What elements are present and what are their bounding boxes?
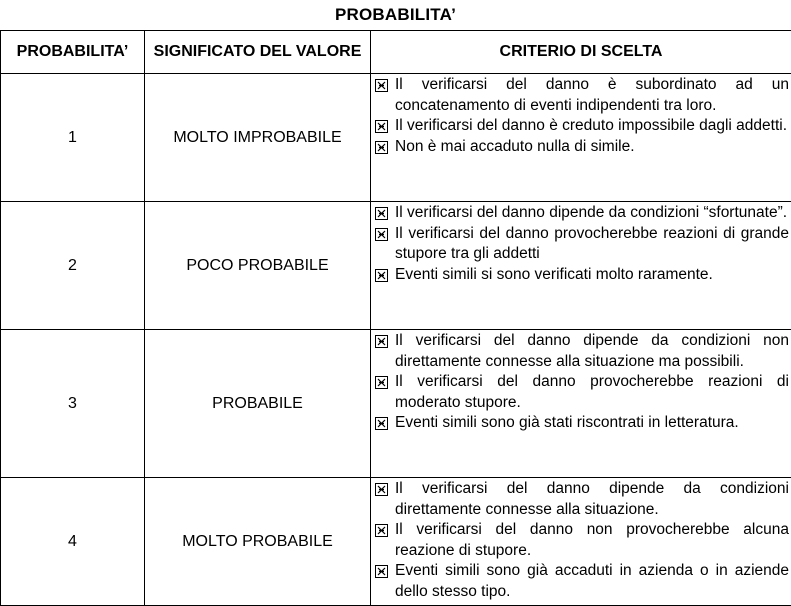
checkbox-cross-icon <box>375 120 388 133</box>
criteria-item <box>375 203 789 224</box>
criteria-text: Il verificarsi del danno non provocherebbe alcuna reazione di stupore. <box>395 521 789 559</box>
probability-value: 4 <box>1 478 145 606</box>
checkbox-cross-icon <box>375 483 388 496</box>
criteria-item <box>375 520 789 561</box>
checkbox-cross-icon <box>375 565 388 578</box>
probability-meaning: MOLTO PROBABILE <box>145 478 371 606</box>
criteria-item <box>375 331 789 372</box>
probability-value: 2 <box>1 202 145 330</box>
checkbox-cross-icon <box>375 269 388 282</box>
criteria-item <box>375 116 789 137</box>
criteria-item <box>375 137 789 158</box>
probability-meaning: PROBABILE <box>145 330 371 478</box>
criteria-item <box>375 561 789 602</box>
checkbox-cross-icon <box>375 207 388 220</box>
checkbox-cross-icon <box>375 335 388 348</box>
criteria-cell <box>371 478 791 606</box>
criteria-item <box>375 413 789 434</box>
criteria-text: Eventi simili sono già accaduti in azienda o in aziende dello stesso tipo. <box>395 562 789 600</box>
probability-meaning: POCO PROBABILE <box>145 202 371 330</box>
criteria-cell <box>371 330 791 478</box>
criteria-cell <box>371 202 791 330</box>
criteria-text: Il verificarsi del danno provocherebbe reazioni di moderato stupore. <box>395 373 789 411</box>
criteria-item <box>375 479 789 520</box>
checkbox-cross-icon <box>375 417 388 430</box>
checkbox-cross-icon <box>375 141 388 154</box>
criteria-text: Il verificarsi del danno è creduto impossibile dagli addetti. <box>395 117 787 134</box>
criteria-item <box>375 224 789 265</box>
table-header-row <box>1 31 791 74</box>
criteria-text: Il verificarsi del danno dipende da condizioni non direttamente connesse alla situazione ma possibili. <box>395 332 789 370</box>
header-criteria: CRITERIO DI SCELTA <box>371 31 791 74</box>
header-meaning: SIGNIFICATO DEL VALORE <box>145 31 371 74</box>
criteria-item <box>375 265 789 286</box>
table-row <box>1 202 791 330</box>
checkbox-cross-icon <box>375 228 388 241</box>
probability-table <box>0 30 791 606</box>
criteria-item <box>375 372 789 413</box>
table-row <box>1 478 791 606</box>
page-title: PROBABILITA’ <box>0 0 791 30</box>
criteria-text: Non è mai accaduto nulla di simile. <box>395 138 635 155</box>
criteria-text: Il verificarsi del danno dipende da condizioni direttamente connesse alla situazione. <box>395 480 789 518</box>
criteria-text: Il verificarsi del danno dipende da condizioni “sfortunate”. <box>395 204 787 221</box>
criteria-text: Il verificarsi del danno è subordinato ad un concatenamento di eventi indipendenti tra loro. <box>395 76 789 114</box>
checkbox-cross-icon <box>375 79 388 92</box>
criteria-item <box>375 75 789 116</box>
criteria-text: Eventi simili si sono verificati molto raramente. <box>395 266 713 283</box>
checkbox-cross-icon <box>375 524 388 537</box>
probability-meaning: MOLTO IMPROBABILE <box>145 74 371 202</box>
header-probability: PROBABILITA’ <box>1 31 145 74</box>
table-row <box>1 330 791 478</box>
probability-value: 1 <box>1 74 145 202</box>
criteria-cell <box>371 74 791 202</box>
criteria-text: Eventi simili sono già stati riscontrati in letteratura. <box>395 414 739 431</box>
probability-value: 3 <box>1 330 145 478</box>
criteria-text: Il verificarsi del danno provocherebbe reazioni di grande stupore tra gli addetti <box>395 225 789 263</box>
checkbox-cross-icon <box>375 376 388 389</box>
table-row <box>1 74 791 202</box>
